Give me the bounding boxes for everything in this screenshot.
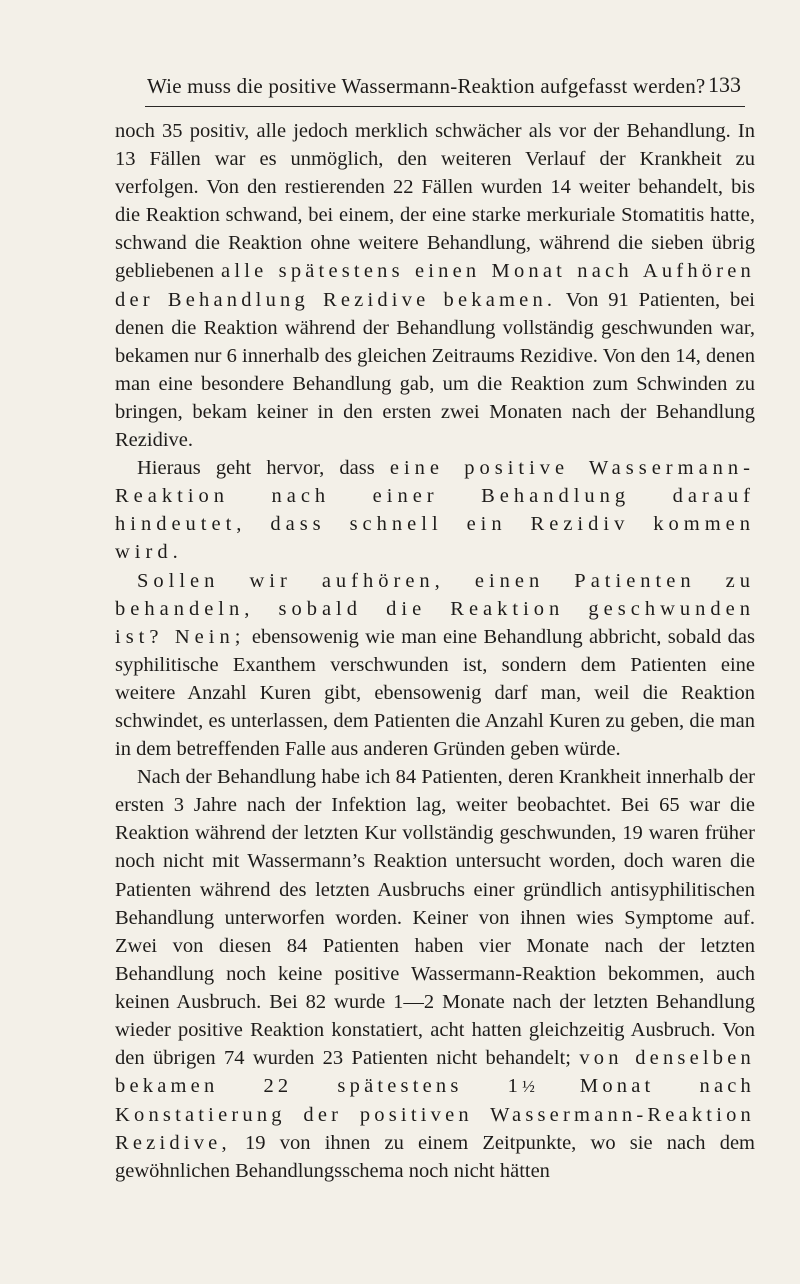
- paragraph-1-text: noch 35 positiv, alle jedoch merklich schwächer als vor der Behandlung. In 13 Fällen war es unmöglich, den weiteren Verlauf der Krankheit zu verfolgen. Von den restierenden 22 Fällen wurden 14 weiter behandelt, bis die Reaktion schwand, bei einem, der eine starke merkuriale Stomatitis hatte, schwand die Reaktion ohne weitere Behandlung, während die sieben übrig gebliebenen: [115, 120, 755, 283]
- page-number: 133: [708, 72, 741, 97]
- paragraph-2-emphasis: eine positive Wassermann-Reaktion nach einer Behandlung darauf hindeutet, dass schnell ein Rezidiv kommen wird.: [115, 457, 755, 564]
- paragraph-3-text: ebensowenig wie man eine Behandlung abbricht, sobald das syphilitische Exanthem verschwunden ist, sondern dem Patienten eine weitere Anzahl Kuren gibt, ebensowenig darf man, weil die Reaktion schwindet, es unterlassen, dem Patienten die Anzahl Kuren zu geben, die man in dem betreffenden Falle aus anderen Gründen geben würde.: [115, 625, 755, 761]
- running-title: Wie muss die positive Wassermann-Reaktion aufgefasst werden?: [147, 74, 706, 98]
- paragraph-4-emphasis: von denselben bekamen 22 spätestens 1: [115, 1047, 756, 1098]
- paragraph-2-text: Hieraus geht hervor, dass: [137, 457, 390, 480]
- paragraph-4: [115, 763, 755, 1185]
- paragraph-4-emphasis-continued: Monat nach Konstatierung der positiven Wassermann-Reaktion Rezidive,: [115, 1075, 756, 1155]
- paragraph-1-emphasis: alle spätestens einen Monat nach Aufhören der Behandlung Rezidive bekamen.: [115, 260, 755, 311]
- paragraph-3: [115, 567, 755, 764]
- paragraph-2: [115, 454, 755, 566]
- body-text: [115, 117, 755, 1186]
- fraction-half: ½: [522, 1077, 535, 1097]
- paragraph-4-text: Nach der Behandlung habe ich 84 Patienten, deren Krankheit innerhalb der ersten 3 Jahre nach der Infektion lag, weiter beobachtet. Bei 65 war die Reaktion während der letzten Kur vollständig geschwunden, 19 waren früher noch nicht mit Wassermann’s Reaktion untersucht worden, doch waren die Patienten während des letzten Ausbruchs einer gründlich antisyphilitischen Behandlung unterworfen worden. Keiner von ihnen wies Symptome auf. Zwei von diesen 84 Patienten haben vier Monate nach der letzten Behandlung noch keine positive Wassermann-Reaktion bekommen, auch keinen Ausbruch. Bei 82 wurde 1—2 Monate nach der letzten Behandlung wieder positive Reaktion konstatiert, acht hatten gleichzeitig Ausbruch. Von den übrigen 74 wurden 23 Patienten nicht behandelt;: [115, 766, 755, 1070]
- page-header: [145, 70, 745, 107]
- paragraph-3-emphasis: Sollen wir aufhören, einen Patienten zu behandeln, sobald die Reaktion geschwunden ist? Nein;: [115, 569, 755, 648]
- paragraph-4-text-continued: 19 von ihnen zu einem Zeitpunkte, wo sie nach dem gewöhnlichen Behandlungsschema noch nicht hätten: [115, 1132, 755, 1183]
- paragraph-1: [115, 117, 755, 454]
- paragraph-1-text-continued: Von 91 Patienten, bei denen die Reaktion während der Behandlung vollständig geschwunden war, bekamen nur 6 innerhalb des gleichen Zeitraums Rezidive. Von den 14, denen man eine besondere Behandlung gab, um die Reaktion zum Schwinden zu bringen, bekam keiner in den ersten zwei Monaten nach der Behandlung Rezidive.: [115, 288, 755, 452]
